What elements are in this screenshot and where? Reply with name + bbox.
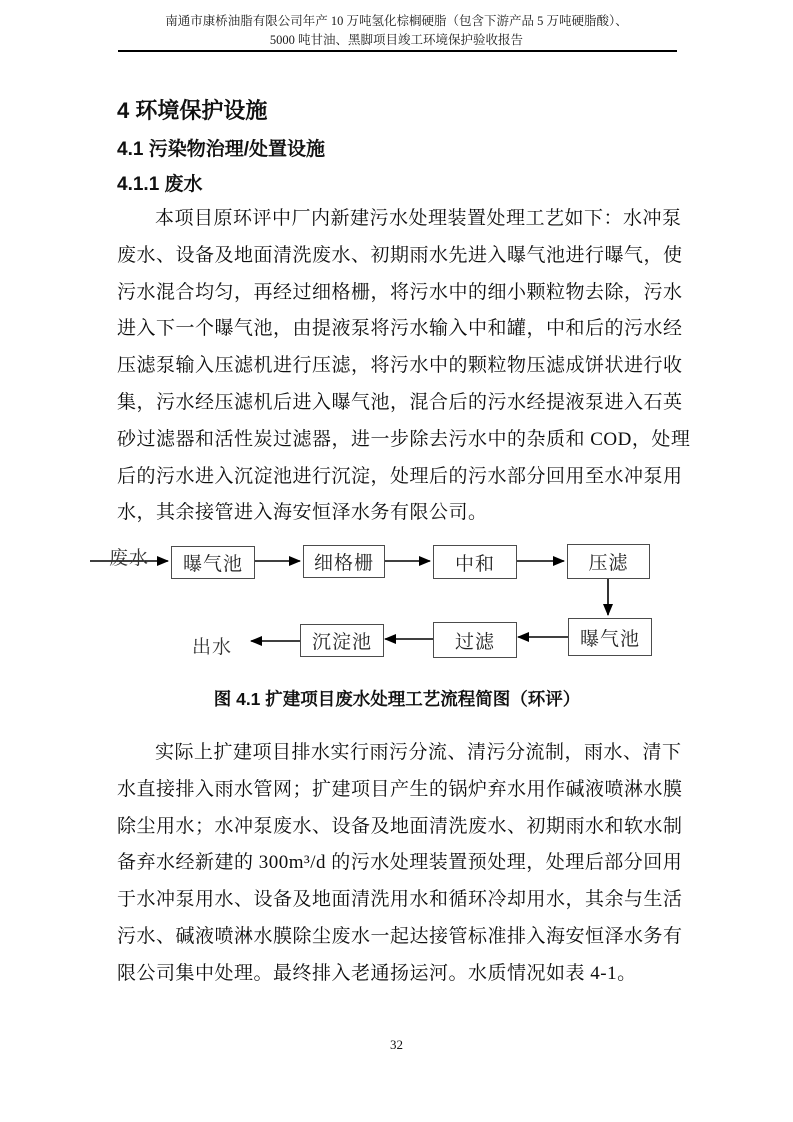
- paragraph-line: 于水冲泵用水、设备及地面清洗用水和循环冷却用水，其余与生活: [117, 889, 683, 911]
- paragraph-line: 废水、设备及地面清洗废水、初期雨水先进入曝气池进行曝气，使: [117, 244, 683, 266]
- paragraph-line: 本项目原环评中厂内新建污水处理装置处理工艺如下：水冲泵: [155, 208, 682, 229]
- page-header: [60, 12, 733, 50]
- paragraph-line: 污水、碱液喷淋水膜除尘废水一起达接管标准排入海安恒泽水务有: [117, 925, 683, 947]
- flow-box-neutralization: 中和: [433, 545, 517, 579]
- flow-box-sedimentation: 沉淀池: [300, 624, 384, 657]
- flow-box-filtration: 过滤: [433, 622, 517, 658]
- chapter-heading: 4 环境保护设施: [117, 98, 268, 123]
- paragraph-line: 进入下一个曝气池，由提液泵将污水输入中和罐，中和后的污水经: [117, 318, 683, 340]
- paragraph-line: 污水混合均匀，再经过细格栅，将污水中的细小颗粒物去除，污水: [117, 281, 683, 303]
- flow-box-press-filter: 压滤: [567, 544, 650, 579]
- paragraph-line: 水，其余接管进入海安恒泽水务有限公司。: [117, 502, 488, 524]
- figure-caption: 图 4.1 扩建项目废水处理工艺流程简图（环评）: [213, 689, 581, 709]
- header-divider: [118, 50, 677, 52]
- paragraph-line: 水直接排入雨水管网；扩建项目产生的锅炉弃水用作碱液喷淋水膜: [117, 778, 683, 800]
- paragraph-line: 限公司集中处理。最终排入老通扬运河。水质情况如表 4-1。: [117, 962, 637, 984]
- paragraph-line: 实际上扩建项目排水实行雨污分流、清污分流制，雨水、清下: [155, 742, 682, 763]
- paragraph-line: 后的污水进入沉淀池进行沉淀，处理后的污水部分回用至水冲泵用: [117, 465, 683, 487]
- paragraph-line: 压滤泵输入压滤机进行压滤，将污水中的颗粒物压滤成饼状进行收: [117, 355, 683, 377]
- paragraph-1: [117, 201, 691, 532]
- flow-box-aeration-2: 曝气池: [568, 618, 652, 656]
- paragraph-line: 集，污水经压滤机后进入曝气池，混合后的污水经提液泵进入石英: [117, 391, 683, 413]
- flow-arrows: [85, 535, 685, 665]
- header-line-1: 南通市康桥油脂有限公司年产 10 万吨氢化棕榈硬脂（包含下游产品 5 万吨硬脂酸）、: [165, 14, 628, 28]
- page-number: 32: [390, 1037, 403, 1052]
- paragraph-line: 砂过滤器和活性炭过滤器，进一步除去污水中的杂质和 COD，处理: [117, 428, 691, 450]
- header-line-2: 5000 吨甘油、黑脚项目竣工环境保护验收报告: [269, 33, 524, 47]
- section-heading: 4.1 污染物治理/处置设施: [117, 139, 325, 160]
- paragraph-2: [117, 735, 683, 993]
- flow-box-aeration-1: 曝气池: [171, 546, 255, 579]
- paragraph-line: 备弃水经新建的 300m³/d 的污水处理装置预处理，处理后部分回用: [117, 852, 683, 874]
- subsection-heading: 4.1.1 废水: [117, 174, 203, 195]
- flow-box-fine-screen: 细格栅: [303, 545, 385, 578]
- flow-input-label: 废水: [108, 548, 149, 569]
- paragraph-line: 除尘用水；水冲泵废水、设备及地面清洗废水、初期雨水和软水制: [117, 815, 683, 837]
- flow-output-label: 出水: [191, 637, 232, 658]
